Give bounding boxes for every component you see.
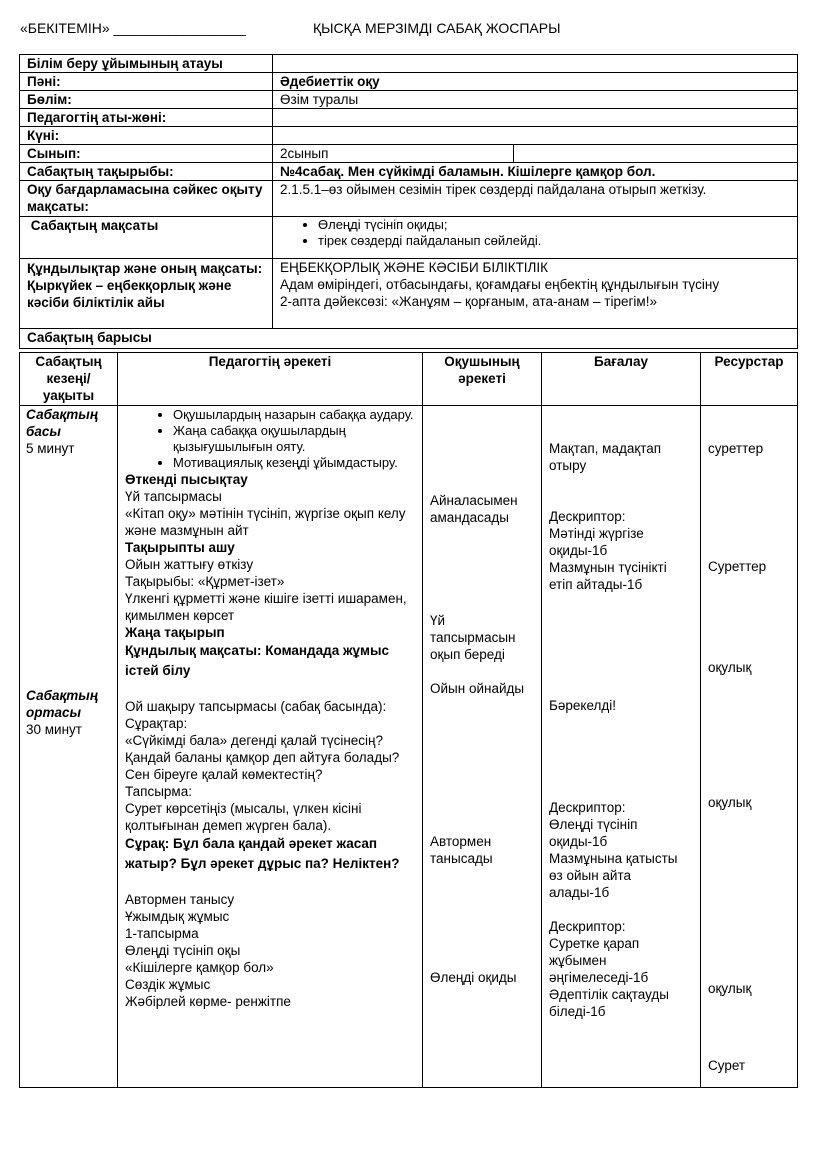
- student-action: Ойын ойнайды: [430, 681, 525, 696]
- eval-desc1-a: Мәтінді жүргізе оқиды-1б: [549, 526, 644, 558]
- col-header-stage: Сабақтың кезеңі/ уақыты: [20, 353, 118, 406]
- task-text: Сурет көрсетіңіз (мысалы, үлкен кісіні қолтығынан демеп жүрген бала).: [125, 801, 362, 833]
- question-bold: Сұрақ: Бұл бала қандай әрекет жасап жатыр? Бұл әрекет дұрыс па? Неліктен?: [125, 836, 400, 871]
- page-header: [20, 20, 561, 36]
- values-title: ЕҢБЕКҚОРЛЫҚ ЖӘНЕ КӘСІБИ БІЛІКТІЛІК: [280, 260, 549, 275]
- lesson-flow-table: [19, 352, 798, 1088]
- col-header-resources: Ресурстар: [701, 353, 798, 406]
- eval-desc2-title: Дескриптор:: [549, 800, 626, 815]
- goal-item: • тірек сөздерді пайдаланып сөйлейді.: [318, 233, 790, 249]
- info-row-teacher: [20, 109, 798, 127]
- class-label: Сынып:: [20, 145, 273, 163]
- eval-desc1-title: Дескриптор:: [549, 509, 626, 524]
- page-title: ҚЫСҚА МЕРЗІМДІ САБАҚ ЖОСПАРЫ: [313, 20, 561, 36]
- org-label: Білім беру ұйымының атауы: [20, 55, 273, 73]
- flow-label: Сабақтың барысы: [20, 329, 798, 349]
- value-goal-text: Командада жұмыс істей білу: [125, 643, 390, 678]
- goal-label: [20, 217, 273, 259]
- values-motto: 2-апта дәйексөзі: «Жанұям – қорғаным, ата-анам – тірегім!»: [280, 294, 657, 309]
- homework: Үй тапсырмасы: [125, 489, 222, 504]
- stage2-time: 30 минут: [26, 722, 82, 737]
- eval-desc3-title: Дескриптор:: [549, 919, 626, 934]
- game: Ойын жаттығу өткізу: [125, 557, 254, 572]
- flow-body-row: [20, 406, 798, 1088]
- values-text: Адам өміріндегі, отбасындағы, қоғамдағы еңбектің құндылығын түсіну: [280, 277, 720, 292]
- vocab: Сөздік жұмыс: [125, 977, 211, 992]
- stage1-time: 5 минут: [26, 441, 75, 456]
- date-value: [273, 127, 798, 145]
- col-header-evaluation: Бағалау: [542, 353, 701, 406]
- task-1: 1-тапсырма: [125, 926, 199, 941]
- info-row-values: [20, 259, 798, 329]
- game-text: Үлкенгі құрметті және кішіге ізетті ишарамен, қимылмен көрсет: [125, 591, 407, 623]
- flow-header-row: [20, 353, 798, 406]
- eval-desc3-a: Суретке қарап жұбымен әңгімелеседі-1б: [549, 936, 649, 985]
- subject-value: Әдебиеттік оқу: [273, 73, 798, 91]
- info-row-org: [20, 55, 798, 73]
- goal-label-text: Сабақтың мақсаты: [30, 218, 159, 233]
- student-cell: [423, 406, 542, 1088]
- teacher-bullet: • Оқушылардың назарын сабаққа аудару.: [173, 407, 415, 423]
- info-row-flow: [20, 329, 798, 349]
- resource-item: оқулық: [708, 981, 752, 996]
- info-row-objective: [20, 181, 798, 217]
- resource-item: суреттер: [708, 441, 764, 456]
- teacher-label: Педагогтің аты-жөні:: [20, 109, 273, 127]
- date-label: Күні:: [20, 127, 273, 145]
- class-value: 2сынып: [273, 145, 514, 163]
- topic-value: №4сабақ. Мен сүйкімді баламын. Кішілерге қамқор бол.: [273, 163, 798, 181]
- info-row-goals: [20, 217, 798, 259]
- info-row-subject: [20, 73, 798, 91]
- values-label: Құндылықтар және оның мақсаты: Қыркүйек – еңбекқорлық және кәсіби біліктілік айы: [20, 259, 273, 329]
- lesson-info-table: [19, 54, 798, 349]
- stage-cell: [20, 406, 118, 1088]
- eval-desc2-a: Өлеңді түсініп оқиды-1б: [549, 817, 638, 849]
- resource-item: Суреттер: [708, 559, 767, 574]
- resources-cell: [701, 406, 798, 1088]
- question-2: Қандай баланы қамқор деп айтуға болады?: [125, 750, 400, 765]
- resource-item: оқулық: [708, 795, 752, 810]
- subject-label: Пәні:: [20, 73, 273, 91]
- review-title: Өткенді пысықтау: [125, 472, 248, 487]
- info-row-date: [20, 127, 798, 145]
- teacher-bullet: • Жаңа сабаққа оқушылардың қызығушылығын ояту.: [173, 423, 415, 455]
- approval-line: «БЕКІТЕМІН» _________________: [20, 20, 246, 36]
- goals-list: [280, 217, 790, 249]
- eval-desc1-b: Мазмұнын түсінікті етіп айтады-1б: [549, 560, 667, 592]
- student-action: Өлеңді оқиды: [430, 970, 517, 985]
- questions-label: Сұрақтар:: [125, 716, 188, 731]
- info-row-section: [20, 91, 798, 109]
- poem-read: Өлеңді түсініп оқы: [125, 943, 241, 958]
- objective-label: Оқу бағдарламасына сәйкес оқыту мақсаты:: [20, 181, 273, 217]
- values-cell: [273, 259, 798, 329]
- question-1: «Сүйкімді бала» дегенді қалай түсінесің?: [125, 733, 383, 748]
- eval-praise: Мақтап, мадақтап отыру: [549, 441, 662, 473]
- group-work: Ұжымдық жұмыс: [125, 909, 230, 924]
- student-action: Үй тапсырмасын оқып береді: [430, 613, 516, 662]
- teacher-bullets: [125, 407, 415, 471]
- info-row-topic: [20, 163, 798, 181]
- value-goal-label: Құндылық мақсаты:: [125, 643, 262, 658]
- poem-title: «Кішілерге қамқор бол»: [125, 960, 274, 975]
- eval-bravo: Бәрекелді!: [549, 698, 617, 713]
- resource-item: оқулық: [708, 660, 752, 675]
- evaluation-cell: [542, 406, 701, 1088]
- eval-desc3-b: Әдептілік сақтауды біледі-1б: [549, 987, 670, 1019]
- vocab-item: Жәбірлей көрме- ренжітпе: [125, 994, 291, 1009]
- section-label: Бөлім:: [20, 91, 273, 109]
- student-action: Автормен танысады: [430, 834, 493, 866]
- stage1-name: Сабақтың басы: [26, 407, 98, 439]
- org-value: [273, 55, 798, 73]
- stage2-name: Сабақтың ортасы: [26, 688, 98, 720]
- homework-text: «Кітап оқу» мәтінін түсініп, жүргізе оқып келу және мазмұнын айт: [125, 506, 406, 538]
- value-goal: [125, 641, 415, 681]
- section-value: Өзім туралы: [273, 91, 798, 109]
- resource-item: Сурет: [708, 1058, 746, 1073]
- eval-desc2-b: Мазмұнына қатысты өз ойын айта алады-1б: [549, 851, 678, 900]
- warmup: Ой шақыру тапсырмасы (сабақ басында):: [125, 699, 387, 714]
- goal-item: • Өлеңді түсініп оқиды;: [318, 217, 790, 233]
- game-topic: Тақырыбы: «Құрмет-ізет»: [125, 574, 285, 589]
- col-header-student: Оқушының әрекеті: [423, 353, 542, 406]
- topic-open: Тақырыпты ашу: [125, 540, 235, 555]
- topic-label: Сабақтың тақырыбы:: [20, 163, 273, 181]
- author: Автормен танысу: [125, 892, 235, 907]
- info-row-class: [20, 145, 798, 163]
- new-topic: Жаңа тақырып: [125, 625, 225, 640]
- question-3: Сен біреуге қалай көмектестің?: [125, 767, 323, 782]
- goals-cell: [273, 217, 798, 259]
- col-header-teacher: Педагогтің әрекеті: [118, 353, 423, 406]
- class-empty-cell: [514, 145, 798, 163]
- task-label: Тапсырма:: [125, 784, 192, 799]
- student-action: Айналасымен амандасады: [430, 493, 518, 525]
- teacher-bullet: • Мотивациялық кезеңді ұйымдастыру.: [173, 455, 415, 471]
- teacher-cell: [118, 406, 423, 1088]
- teacher-value: [273, 109, 798, 127]
- objective-value: 2.1.5.1–өз ойымен сезімін тірек сөздерді пайдалана отырып жеткізу.: [273, 181, 798, 217]
